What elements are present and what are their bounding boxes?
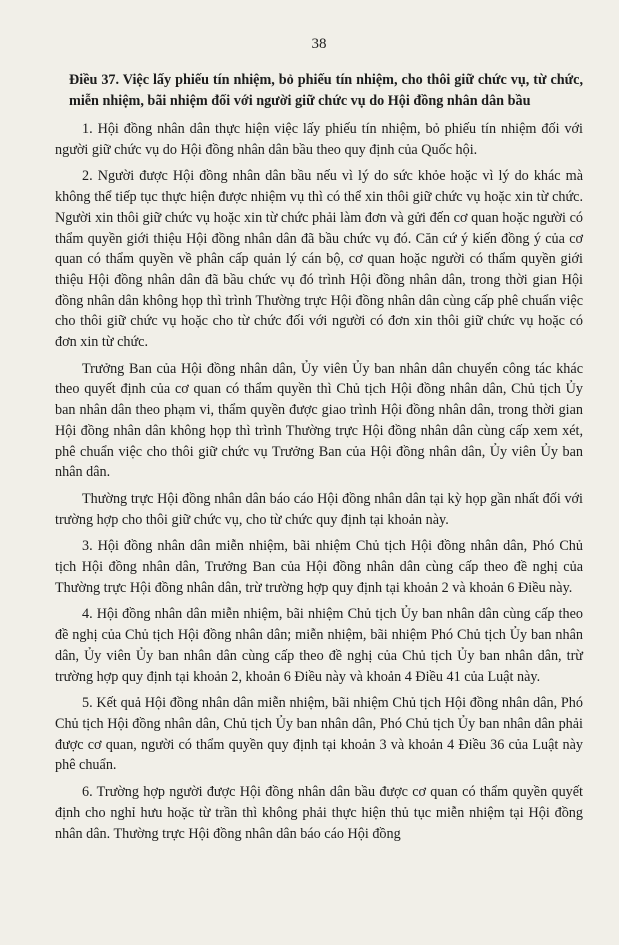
- article-heading: Điều 37. Việc lấy phiếu tín nhiệm, bỏ phiếu tín nhiệm, cho thôi giữ chức vụ, từ chức, miễn nhiệm, bãi nhiệm đối với người giữ chức vụ do Hội đồng nhân dân bầu: [69, 72, 583, 109]
- paragraph-4: 4. Hội đồng nhân dân miễn nhiệm, bãi nhiệm Chủ tịch Ủy ban nhân dân cùng cấp theo đề nghị của Chủ tịch Hội đồng nhân dân; miễn nhiệm, bãi nhiệm Phó Chủ tịch Ủy ban nhân dân, Ủy viên Ủy ban nhân dân cùng cấp theo đề nghị của Chủ tịch Ủy ban nhân dân, trừ trường hợp quy định tại khoản 2, khoản 6 Điều này và khoản 4 Điều 41 của Luật này.: [55, 606, 583, 685]
- paragraph-2-cont-b: Thường trực Hội đồng nhân dân báo cáo Hội đồng nhân dân tại kỳ họp gần nhất đối với trường hợp cho thôi giữ chức vụ, cho từ chức quy định tại khoản này.: [55, 490, 583, 528]
- page-number: 38: [311, 36, 327, 52]
- paragraph-6: 6. Trường hợp người được Hội đồng nhân dân bầu được cơ quan có thẩm quyền quyết định cho nghỉ hưu hoặc từ trần thì không phải thực hiện thủ tục miễn nhiệm tại Hội đồng nhân dân. Thường trực Hội đồng nhân dân báo cáo Hội đồng: [55, 784, 583, 842]
- paragraph-5: 5. Kết quả Hội đồng nhân dân miễn nhiệm, bãi nhiệm Chủ tịch Hội đồng nhân dân, Phó Chủ tịch Hội đồng nhân dân, Chủ tịch Ủy ban nhân dân, Phó Chủ tịch Ủy ban nhân dân phải được cơ quan, người có thẩm quyền quy định tại khoản 3 và khoản 4 Điều 36 của Luật này phê chuẩn.: [55, 695, 583, 774]
- paragraph-3: 3. Hội đồng nhân dân miễn nhiệm, bãi nhiệm Chủ tịch Hội đồng nhân dân, Phó Chủ tịch Hội đồng nhân dân, Trưởng Ban của Hội đồng nhân dân cùng cấp theo đề nghị của Thường trực Hội đồng nhân dân, trừ trường hợp quy định tại khoản 2 và khoản 6 Điều này.: [55, 538, 583, 596]
- paragraph-1: 1. Hội đồng nhân dân thực hiện việc lấy phiếu tín nhiệm, bỏ phiếu tín nhiệm đối với người giữ chức vụ do Hội đồng nhân dân bầu theo quy định của Quốc hội.: [55, 121, 583, 158]
- paragraph-2-cont-a: Trưởng Ban của Hội đồng nhân dân, Ủy viên Ủy ban nhân dân chuyển công tác khác theo quyết định của cơ quan có thẩm quyền thì Chủ tịch Hội đồng nhân dân, Chủ tịch Ủy ban nhân dân theo phạm vi, thẩm quyền được giao trình Hội đồng nhân dân, trong thời gian Hội đồng nhân dân không họp thì trình Thường trực Hội đồng nhân dân cùng cấp xem xét, phê chuẩn việc cho thôi giữ chức vụ Trưởng Ban của Hội đồng nhân dân, Ủy viên Ủy ban nhân dân.: [55, 360, 583, 481]
- paragraph-2: 2. Người được Hội đồng nhân dân bầu nếu vì lý do sức khỏe hoặc vì lý do khác mà không thể tiếp tục thực hiện được nhiệm vụ thì có thể xin thôi giữ chức vụ hoặc xin từ chức. Người xin thôi giữ chức vụ hoặc xin từ chức phải làm đơn và gửi đến cơ quan hoặc người có thẩm quyền giới thiệu Hội đồng nhân dân đã bầu chức vụ đó. Căn cứ ý kiến đồng ý của cơ quan có thẩm quyền về phân cấp quản lý cán bộ, cơ quan hoặc người có thẩm quyền giới thiệu Hội đồng nhân dân đã bầu chức vụ đó trình Hội đồng nhân dân, trong thời gian Hội đồng nhân dân không họp thì trình Thường trực Hội đồng nhân dân cùng cấp phê chuẩn việc cho thôi giữ chức vụ hoặc cho từ chức đối với người có đơn xin thôi giữ chức vụ hoặc có đơn xin từ chức.: [55, 168, 583, 351]
